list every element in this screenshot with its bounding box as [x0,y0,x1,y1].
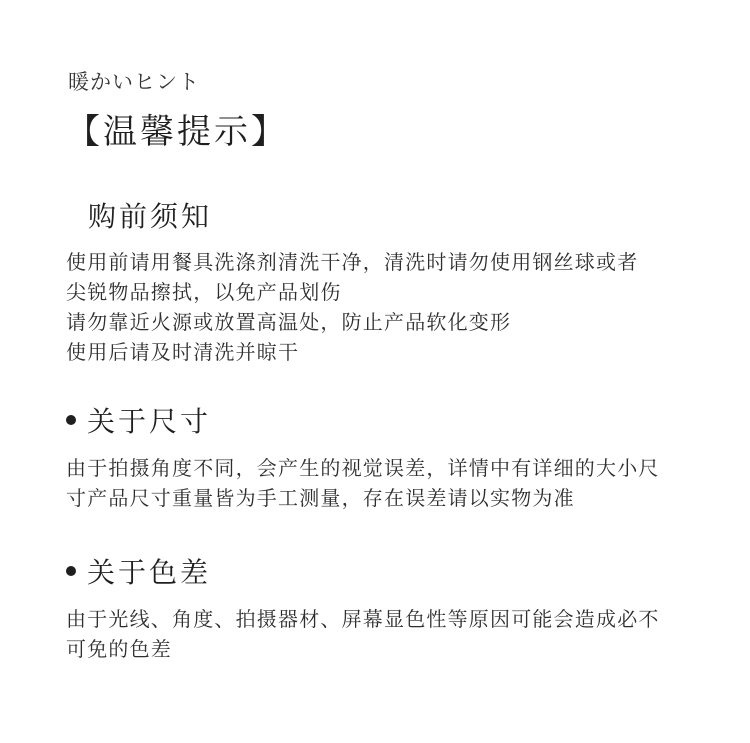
eyebrow-subtitle: 暖かいヒント [68,70,200,94]
body-line: 请勿靠近火源或放置高温处，防止产品软化变形 [66,310,512,334]
body-line: 由于拍摄角度不同，会产生的视觉误差，详情中有详细的大小尺 [66,456,660,480]
body-line: 可免的色差 [66,637,172,661]
section-heading-color-difference [66,551,211,591]
section-body-color-difference [66,604,706,664]
body-line: 尖锐物品擦拭，以免产品划伤 [66,280,342,304]
body-line: 寸产品尺寸重量皆为手工测量，存在误差请以实物为准 [66,486,575,510]
body-line: 由于光线、角度、拍摄器材、屏幕显色性等原因可能会造成必不 [66,607,660,631]
body-line: 使用前请用餐具洗涤剂清洗干净，清洗时请勿使用钢丝球或者 [66,250,639,274]
section-heading-label: 关于色差 [87,556,212,589]
section-heading-size [66,400,211,440]
section-body-before-purchase [66,247,706,367]
section-heading-before-purchase [88,195,212,235]
bullet-dot-icon [66,566,76,576]
section-heading-label: 购前须知 [88,200,213,233]
section-heading-label: 关于尺寸 [87,405,212,438]
page-title: 【温馨提示】 [66,112,288,152]
bullet-dot-icon [66,415,76,425]
section-body-size [66,453,706,513]
body-line: 使用后请及时清洗并晾干 [66,340,300,364]
